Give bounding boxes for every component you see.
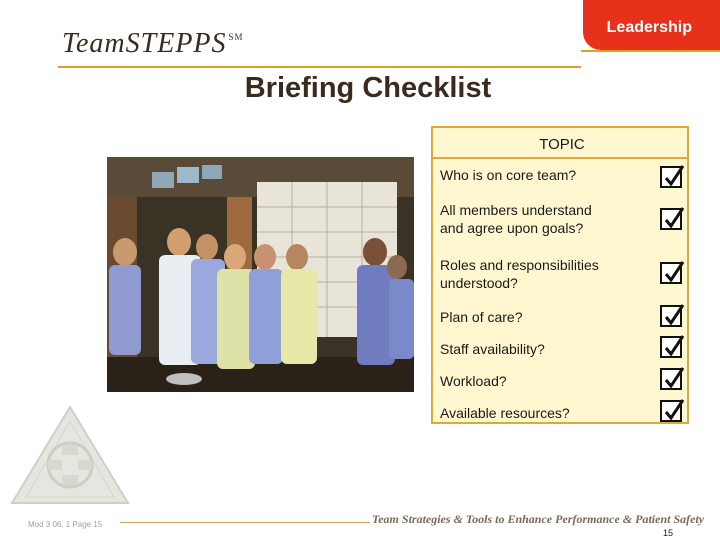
page-number: 15 bbox=[663, 528, 674, 538]
checkbox-checked[interactable] bbox=[660, 208, 682, 230]
briefing-checklist-panel bbox=[431, 126, 689, 424]
checklist-item-text: Roles and responsibilities bbox=[440, 257, 599, 273]
checklist-item bbox=[440, 166, 640, 184]
logo-text-team: Team bbox=[62, 28, 126, 59]
checklist-item bbox=[440, 372, 640, 390]
checkbox-checked[interactable] bbox=[660, 305, 682, 327]
checkmark-icon bbox=[661, 302, 687, 328]
checkmark-icon bbox=[661, 397, 687, 423]
teamstepps-logo bbox=[62, 28, 244, 60]
checklist-item bbox=[440, 340, 640, 358]
logo-text-stepps: STEPPS bbox=[125, 28, 227, 59]
checklist-item-text: Plan of care? bbox=[440, 309, 523, 325]
section-tab bbox=[583, 0, 720, 50]
checklist-item-text: and agree upon goals? bbox=[440, 220, 584, 236]
section-tab-label: Leadership bbox=[606, 19, 692, 36]
checkbox-checked[interactable] bbox=[660, 262, 682, 284]
slide-title: Briefing Checklist bbox=[244, 72, 492, 104]
checklist-item bbox=[440, 404, 640, 422]
footer-rule bbox=[120, 522, 370, 523]
checklist-item-text: All members understand bbox=[440, 202, 592, 218]
checklist-heading-rule bbox=[433, 157, 687, 159]
footer-tagline: Team Strategies & Tools to Enhance Performance & Patient Safety bbox=[372, 512, 705, 526]
logo-service-mark: SM bbox=[228, 32, 244, 42]
checkbox-checked[interactable] bbox=[660, 368, 682, 390]
checkmark-icon bbox=[661, 365, 687, 391]
checkbox-checked[interactable] bbox=[660, 400, 682, 422]
team-briefing-photo bbox=[107, 157, 414, 392]
checkbox-checked[interactable] bbox=[660, 166, 682, 188]
checklist-item-text: Who is on core team? bbox=[440, 167, 577, 183]
checklist-item bbox=[440, 201, 640, 237]
checklist-item-text: Workload? bbox=[440, 373, 507, 389]
checklist-item-text: Available resources? bbox=[440, 405, 570, 421]
checklist-item-text: understood? bbox=[440, 275, 518, 291]
checkmark-icon bbox=[661, 333, 687, 359]
header-rule-right bbox=[581, 50, 720, 52]
checkmark-icon bbox=[661, 205, 687, 231]
teamstepps-triangle-emblem bbox=[10, 405, 130, 510]
module-page-label: Mod 3 06. 1 Page 15 bbox=[28, 520, 103, 529]
checkbox-checked[interactable] bbox=[660, 336, 682, 358]
checklist-item bbox=[440, 308, 640, 326]
checklist-item bbox=[440, 256, 640, 292]
checklist-item-text: Staff availability? bbox=[440, 341, 545, 357]
checklist-heading: TOPIC bbox=[539, 136, 585, 153]
checkmark-icon bbox=[661, 163, 687, 189]
checkmark-icon bbox=[661, 259, 687, 285]
header-rule bbox=[58, 66, 581, 68]
